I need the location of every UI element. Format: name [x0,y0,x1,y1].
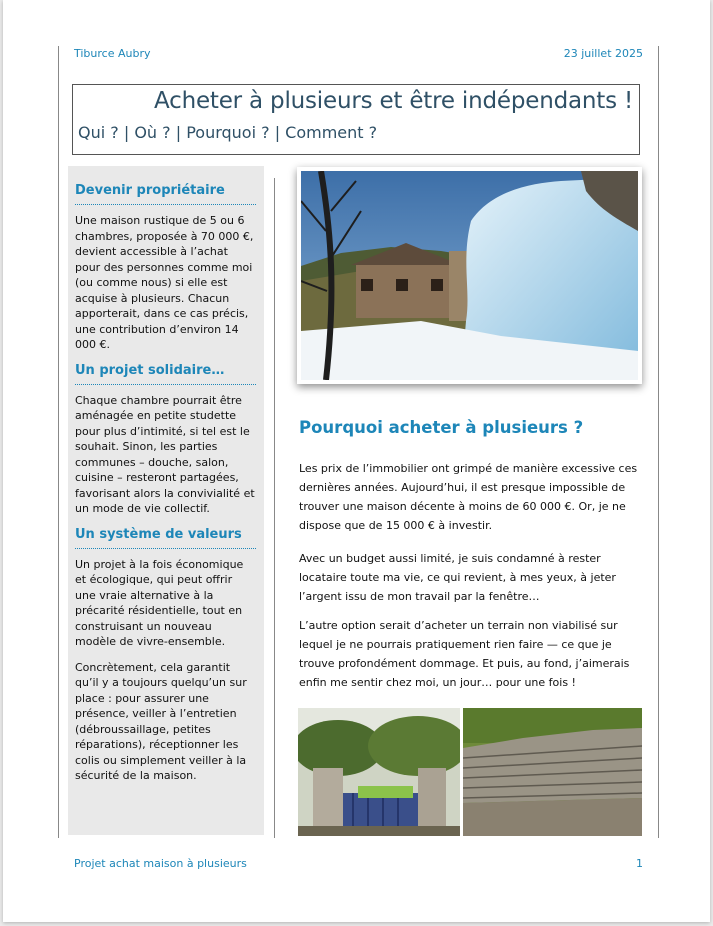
sidebar [68,166,264,835]
column-divider [274,178,275,838]
page-number: 1 [636,857,643,870]
article-paragraph: L’autre option serait d’acheter un terrain non viabilisé sur lequel je ne pourrais pratiquement rien faire — ce que je trouve profondément dommage. Et puis, au fond, j’aimerais enfin me sentir chez moi, un jour… pour une fois ! [299,619,630,689]
title-box [72,84,640,155]
sidebar-heading: Un projet solidaire… [75,363,256,385]
sidebar-paragraph: Concrètement, cela garantit qu’il y a toujours quelqu’un sur place : pour assurer une présence, veiller à l’entretien (débroussaillage, petites réparations), réceptionner les colis ou simplement veiller à la sécurité de la maison. [75,660,247,782]
sidebar-heading: Un système de valeurs [75,527,256,549]
article-paragraph: Avec un budget aussi limité, je suis condamné à rester locataire toute ma vie, ce qui revient, à mes yeux, à jeter l’argent issu de mon travail par la fenêtre… [299,552,616,603]
frozen-waterfall-photo [301,171,638,380]
document-page [3,0,710,922]
garden-gate-photo [298,708,460,836]
sidebar-paragraph: Un projet à la fois économique et écologique, qui peut offrir une vraie alternative à la précarité résidentielle, tout en construisant un nouveau modèle de vivre-ensemble. [75,557,244,648]
left-margin-rule [58,46,59,838]
article-heading: Pourquoi acheter à plusieurs ? [299,418,584,437]
sidebar-paragraph: Une maison rustique de 5 ou 6 chambres, proposée à 70 000 €, devient accessible à l’achat pour des personnes comme moi (ou comme nous) si elle est acquise à plusieurs. Chacun apporterait, dans ce cas précis, une contribution d’environ 14 000 €. [75,214,254,351]
header-date: 23 juillet 2025 [563,47,643,60]
article-paragraph: Les prix de l’immobilier ont grimpé de manière excessive ces dernières années. Aujourd’hui, il est presque impossible de trouver une maison décente à moins de 60 000 €. Or, je ne dispose que de 15 000 € à investir. [299,462,638,532]
footer-title: Projet achat maison à plusieurs [74,857,247,870]
page-subtitle: Qui ? | Où ? | Pourquoi ? | Comment ? [78,123,378,142]
sidebar-paragraph: Chaque chambre pourrait être aménagée en petite studette pour plus d’intimité, si tel est le souhait. Sinon, les parties communes – douche, salon, cuisine – resteront partagées, favorisant alors la convivialité et un mode de vie collectif. [75,393,255,515]
sidebar-heading: Devenir propriétaire [75,183,256,205]
stone-wall-photo [463,708,642,836]
header-author: Tiburce Aubry [74,47,151,60]
main-photo-frame [297,167,642,384]
page-title: Acheter à plusieurs et être indépendants ! [154,88,633,114]
right-margin-rule [658,46,659,838]
